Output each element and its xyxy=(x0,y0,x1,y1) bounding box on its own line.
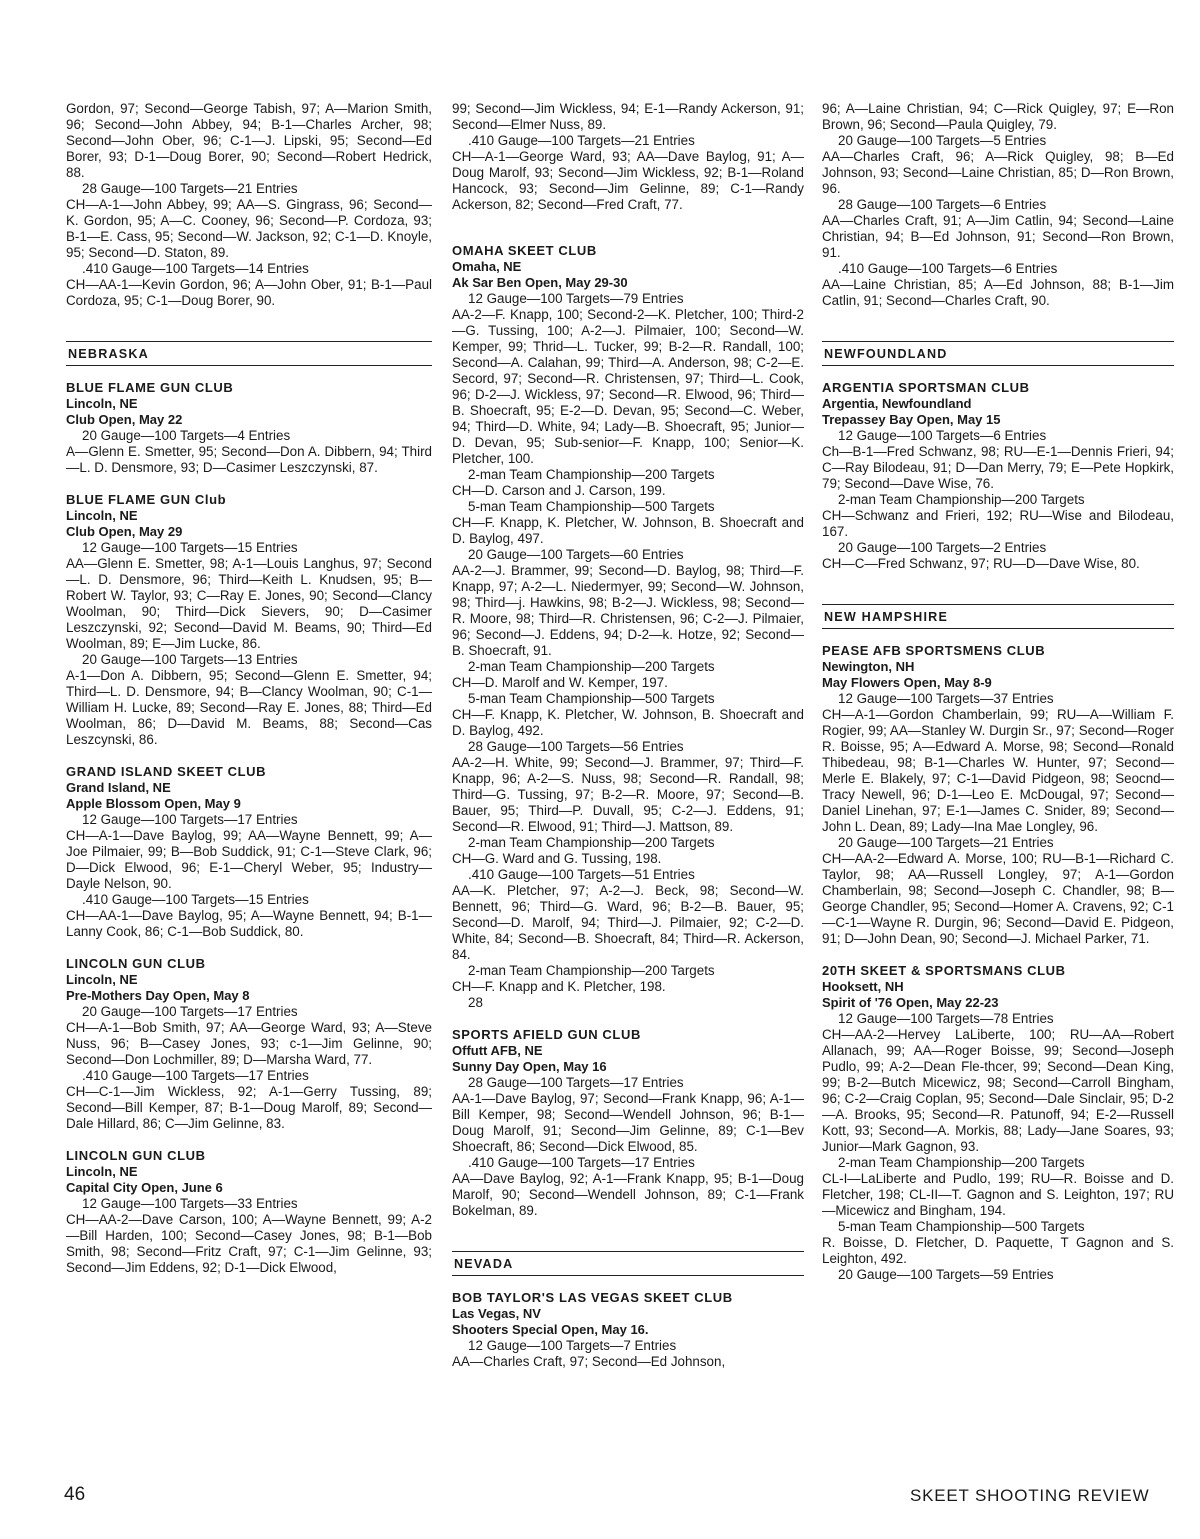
event-name: Ak Sar Ben Open, May 29-30 xyxy=(452,275,628,290)
club-name: SPORTS AFIELD GUN CLUB xyxy=(452,1027,641,1042)
results-paragraph: AA—Laine Christian, 85; A—Ed Johnson, 88; B-1—Jim Catlin, 91; Second—Charles Craft, 90. xyxy=(822,277,1174,308)
results-paragraph: CH—A-1—Dave Baylog, 99; AA—Wayne Bennett, 99; A—Joe Pilmaier, 99; B—Bob Suddick, 91; C-1—Steve Clark, 96; D—Dick Elwood, 96; E-1—Cheryl Weber, 95; Industry—Dayle Nelson, 90. xyxy=(66,828,432,891)
club-header xyxy=(822,963,1174,1011)
club-location: Lincoln, NE xyxy=(66,396,138,411)
event-subheading: 20 Gauge—100 Targets—60 Entries xyxy=(468,547,684,562)
event-subheading: 12 Gauge—100 Targets—79 Entries xyxy=(468,291,684,306)
club-header xyxy=(452,1027,804,1075)
event-name: Sunny Day Open, May 16 xyxy=(452,1059,607,1074)
club-location: Lincoln, NE xyxy=(66,508,138,523)
club-location: Lincoln, NE xyxy=(66,972,138,987)
results-paragraph: AA-2—F. Knapp, 100; Second-2—K. Pletcher, 100; Third-2—G. Tussing, 100; A-2—J. Pilmaier, 100; Second—W. Kemper, 99; Thrid—L. Tucker, 99; B-2—R. Randall, 100; Second—A. Calahan, 99; Third—A. Anderson, 98; C-2—E. Secord, 97; Second—R. Christensen, 97; Third—L. Cook, 96; D-2—J. Wickless, 97; Second—R. Elwood, 96; Third—B. Shoecraft, 95; E-2—D. Devan, 95; Second—C. Weber, 94; Third—D. White, 94; Lady—B. Shoecraft, 95; Junior—D. Devan, 95; Sub-senior—F. Knapp, 100; Senior—K. Pletcher, 100. xyxy=(452,307,804,466)
event-subheading: 2-man Team Championship—200 Targets xyxy=(468,659,715,674)
event-subheading: 20 Gauge—100 Targets—21 Entries xyxy=(838,835,1054,850)
results-paragraph: Gordon, 97; Second—George Tabish, 97; A—Marion Smith, 96; Second—John Abbey, 94; B-1—Charles Archer, 98; Second—John Ober, 96; C-1—J. Lipski, 95; Second—Ed Borer, 93; D-1—Doug Borer, 90; Second—Robert Hedrick, 88. xyxy=(66,101,432,180)
club-header xyxy=(66,764,432,812)
page-number: 46 xyxy=(64,1484,86,1505)
event-subheading: .410 Gauge—100 Targets—15 Entries xyxy=(82,892,309,907)
results-paragraph: CH—C—Fred Schwanz, 97; RU—D—Dave Wise, 80. xyxy=(822,556,1140,571)
results-paragraph: CH—Schwanz and Frieri, 192; RU—Wise and Bilodeau, 167. xyxy=(822,508,1174,539)
results-paragraph: CH—AA-2—Hervey LaLiberte, 100; RU—AA—Robert Allanach, 99; AA—Roger Boisse, 99; Second—Joseph Pudlo, 99; A-2—Dean Fle-thcer, 99; Second—Dean King, 99; B-2—Butch Micewicz, 98; Second—Carroll Bingham, 96; C-2—Craig Coplan, 95; Second—Dale Sinclair, 95; D-2—A. Brooks, 95; Second—R. Patunoff, 94; E-2—Russell Kott, 93; Second—A. Morkis, 88; Lady—Jane Soares, 93; Junior—Mark Gagnon, 93. xyxy=(822,1027,1174,1154)
club-location: Offutt AFB, NE xyxy=(452,1043,543,1058)
results-paragraph: AA-2—J. Brammer, 99; Second—D. Baylog, 98; Third—F. Knapp, 97; A-2—L. Niedermyer, 99; Second—W. Johnson, 98; Third—j. Hawkins, 98; B-2—J. Wickless, 98; Second—R. Moore, 98; Third—R. Christensen, 96; C-2—J. Pilmaier, 96; Second—J. Eddens, 94; D-2—k. Hotze, 92; Second—B. Shoecraft, 91. xyxy=(452,563,804,658)
event-name: May Flowers Open, May 8-9 xyxy=(822,675,992,690)
results-paragraph: A-1—Don A. Dibbern, 95; Second—Glenn E. Smetter, 94; Third—L. D. Densmore, 94; B—Clancy Woolman, 90; C-1—William H. Lucke, 89; Second—Ray E. Jones, 88; Third—Ed Woolman, 86; D—David M. Beams, 88; Second—Cas Leszcynski, 86. xyxy=(66,668,432,747)
results-paragraph: AA-1—Dave Baylog, 97; Second—Frank Knapp, 96; A-1—Bill Kemper, 98; Second—Wendell Johnson, 96; B-1—Doug Marolf, 91; Second—Jim Gelinne, 89; C-1—Bev Shoecraft, 86; Second—Dick Elwood, 85. xyxy=(452,1091,804,1154)
results-paragraph: AA—Charles Craft, 91; A—Jim Catlin, 94; Second—Laine Christian, 94; B—Ed Johnson, 91; Second—Ron Brown, 91. xyxy=(822,213,1174,260)
state-section-heading: NEVADA xyxy=(452,1251,804,1276)
results-paragraph: 99; Second—Jim Wickless, 94; E-1—Randy Ackerson, 91; Second—Elmer Nuss, 89. xyxy=(452,101,804,132)
results-paragraph: CH—D. Carson and J. Carson, 199. xyxy=(452,483,666,498)
club-header xyxy=(452,1290,804,1338)
event-name: Trepassey Bay Open, May 15 xyxy=(822,412,1001,427)
event-subheading: 20 Gauge—100 Targets—5 Entries xyxy=(838,133,1047,148)
event-subheading: 12 Gauge—100 Targets—33 Entries xyxy=(82,1196,298,1211)
event-name: Shooters Special Open, May 16. xyxy=(452,1322,649,1337)
event-subheading: .410 Gauge—100 Targets—21 Entries xyxy=(468,133,695,148)
results-paragraph: AA—Charles Craft, 96; A—Rick Quigley, 98; B—Ed Johnson, 93; Second—Laine Christian, 85; D—Ron Brown, 96. xyxy=(822,149,1174,196)
club-location: Lincoln, NE xyxy=(66,1164,138,1179)
club-header xyxy=(66,956,432,1004)
results-paragraph: AA—Dave Baylog, 92; A-1—Frank Knapp, 95; B-1—Doug Marolf, 90; Second—Wendell Johnson, 89; C-1—Frank Bokelman, 89. xyxy=(452,1171,804,1218)
club-location: Omaha, NE xyxy=(452,259,522,274)
club-name: BLUE FLAME GUN Club xyxy=(66,492,227,507)
club-location: Las Vegas, NV xyxy=(452,1306,541,1321)
club-name: LINCOLN GUN CLUB xyxy=(66,1148,206,1163)
event-subheading: 5-man Team Championship—500 Targets xyxy=(838,1219,1085,1234)
results-paragraph: CH—AA-1—Dave Baylog, 95; A—Wayne Bennett, 94; B-1—Lanny Cook, 86; C-1—Bob Suddick, 80. xyxy=(66,908,432,939)
column-2 xyxy=(452,101,804,1370)
event-subheading: 2-man Team Championship—200 Targets xyxy=(468,963,715,978)
event-subheading: 12 Gauge—100 Targets—78 Entries xyxy=(838,1011,1054,1026)
event-subheading: 20 Gauge—100 Targets—13 Entries xyxy=(82,652,298,667)
event-subheading: 20 Gauge—100 Targets—17 Entries xyxy=(82,1004,298,1019)
event-subheading: 2-man Team Championship—200 Targets xyxy=(838,492,1085,507)
results-paragraph: AA—Glenn E. Smetter, 98; A-1—Louis Langhus, 97; Second—L. D. Densmore, 96; Third—Keith L. Knudsen, 95; B—Robert W. Taylor, 93; C—Ray E. Jones, 90; Second—Clancy Woolman, 90; Third—Dick Sievers, 90; D—Casimer Leszczynski, 92; Second—David M. Beams, 90; Third—Ed Woolman, 89; E—Jim Lucke, 86. xyxy=(66,556,432,651)
results-paragraph: AA—K. Pletcher, 97; A-2—J. Beck, 98; Second—W. Bennett, 96; Third—G. Ward, 96; B-2—B. Bauer, 95; Second—D. Marolf, 94; Third—J. Pilmaier, 92; C-2—D. White, 84; Second—B. Shoecraft, 84; Third—R. Ackerson, 84. xyxy=(452,883,804,962)
results-paragraph: R. Boisse, D. Fletcher, D. Paquette, T Gagnon and S. Leighton, 492. xyxy=(822,1235,1174,1266)
results-paragraph: AA-2—H. White, 99; Second—J. Brammer, 97; Third—F. Knapp, 96; A-2—S. Nuss, 98; Second—R. Randall, 98; Third—G. Tussing, 97; B-2—R. Moore, 97; Second—B. Bauer, 95; Third—P. Duvall, 95; C-2—J. Eddens, 91; Second—R. Elwood, 91; Third—J. Mattson, 89. xyxy=(452,755,804,834)
club-header xyxy=(66,1148,432,1196)
event-subheading: 20 Gauge—100 Targets—2 Entries xyxy=(838,540,1047,555)
club-name: PEASE AFB SPORTSMENS CLUB xyxy=(822,643,1046,658)
club-location: Newington, NH xyxy=(822,659,915,674)
event-subheading: 2-man Team Championship—200 Targets xyxy=(468,835,715,850)
results-paragraph: CH—F. Knapp and K. Pletcher, 198. xyxy=(452,979,666,994)
event-subheading: 12 Gauge—100 Targets—37 Entries xyxy=(838,691,1054,706)
results-paragraph: A—Glenn E. Smetter, 95; Second—Don A. Dibbern, 94; Third—L. D. Densmore, 93; D—Casimer Leszczynski, 87. xyxy=(66,444,432,475)
club-location: Grand Island, NE xyxy=(66,780,171,795)
club-name: GRAND ISLAND SKEET CLUB xyxy=(66,764,267,779)
event-name: Club Open, May 22 xyxy=(66,412,183,427)
club-name: ARGENTIA SPORTSMAN CLUB xyxy=(822,380,1030,395)
results-paragraph: CH—AA-2—Edward A. Morse, 100; RU—B-1—Richard C. Taylor, 98; AA—Russell Longley, 97; A-1—Gordon Chamberlain, 98; Second—Joseph C. Chandler, 98; B—George Chandler, 95; Second—Homer A. Cravens, 92; C-1—C-1—Wayne R. Durgin, 96; Second—David E. Pidgeon, 91; D—John Dean, 90; Second—J. Michael Parker, 71. xyxy=(822,851,1174,946)
results-paragraph: CH—F. Knapp, K. Pletcher, W. Johnson, B. Shoecraft and D. Baylog, 492. xyxy=(452,707,804,738)
state-section-heading: NEW HAMPSHIRE xyxy=(822,604,1174,629)
results-paragraph: CH—AA-1—Kevin Gordon, 96; A—John Ober, 91; B-1—Paul Cordoza, 95; C-1—Doug Borer, 90. xyxy=(66,277,432,308)
event-subheading: 28 xyxy=(468,995,483,1010)
event-subheading: 12 Gauge—100 Targets—15 Entries xyxy=(82,540,298,555)
club-header xyxy=(66,380,432,428)
event-subheading: 12 Gauge—100 Targets—7 Entries xyxy=(468,1338,677,1353)
results-paragraph: 96; A—Laine Christian, 94; C—Rick Quigley, 97; E—Ron Brown, 96; Second—Paula Quigley, 79. xyxy=(822,101,1174,132)
event-subheading: 2-man Team Championship—200 Targets xyxy=(838,1155,1085,1170)
event-subheading: 28 Gauge—100 Targets—21 Entries xyxy=(82,181,298,196)
event-subheading: 20 Gauge—100 Targets—4 Entries xyxy=(82,428,291,443)
event-subheading: .410 Gauge—100 Targets—17 Entries xyxy=(468,1155,695,1170)
club-name: 20TH SKEET & SPORTSMANS CLUB xyxy=(822,963,1066,978)
results-paragraph: CL-I—LaLiberte and Pudlo, 199; RU—R. Boisse and D. Fletcher, 198; CL-II—T. Gagnon and S. Leighton, 197; RU—Micewicz and Bingham, 194. xyxy=(822,1171,1174,1218)
event-subheading: 20 Gauge—100 Targets—59 Entries xyxy=(838,1267,1054,1282)
results-paragraph: CH—A-1—John Abbey, 99; AA—S. Gingrass, 96; Second—K. Gordon, 95; A—C. Cooney, 96; Second—P. Cordoza, 93; B-1—E. Cass, 95; Second—W. Jackson, 92; C-1—D. Knoyle, 95; Second—D. Staton, 89. xyxy=(66,197,432,260)
results-paragraph: CH—C-1—Jim Wickless, 92; A-1—Gerry Tussing, 89; Second—Bill Kemper, 87; B-1—Doug Marolf, 89; Second—Dale Hillard, 86; C—Jim Gelinne, 83. xyxy=(66,1084,432,1131)
event-subheading: 12 Gauge—100 Targets—17 Entries xyxy=(82,812,298,827)
state-section-heading: NEBRASKA xyxy=(66,341,432,366)
results-paragraph: CH—A-1—Bob Smith, 97; AA—George Ward, 93; A—Steve Nuss, 96; B—Casey Jones, 93; c-1—Jim Gelinne, 90; Second—Don Lochmiller, 89; D—Marsha Ward, 77. xyxy=(66,1020,432,1067)
event-subheading: 5-man Team Championship—500 Targets xyxy=(468,691,715,706)
column-1 xyxy=(66,101,432,1276)
club-location: Hooksett, NH xyxy=(822,979,904,994)
club-name: OMAHA SKEET CLUB xyxy=(452,243,597,258)
results-paragraph: CH—A-1—George Ward, 93; AA—Dave Baylog, 91; A—Doug Marolf, 93; Second—Jim Wickless, 92; B-1—Roland Hancock, 93; Second—Jim Gelinne, 89; C-1—Randy Ackerson, 82; Second—Fred Craft, 77. xyxy=(452,149,804,212)
event-subheading: 28 Gauge—100 Targets—56 Entries xyxy=(468,739,684,754)
event-subheading: .410 Gauge—100 Targets—14 Entries xyxy=(82,261,309,276)
club-header xyxy=(66,492,432,540)
club-location: Argentia, Newfoundland xyxy=(822,396,972,411)
event-name: Club Open, May 29 xyxy=(66,524,183,539)
club-header xyxy=(822,643,1174,691)
results-paragraph: AA—Charles Craft, 97; Second—Ed Johnson, xyxy=(452,1354,726,1369)
event-name: Pre-Mothers Day Open, May 8 xyxy=(66,988,250,1003)
event-subheading: 2-man Team Championship—200 Targets xyxy=(468,467,715,482)
results-paragraph: CH—AA-2—Dave Carson, 100; A—Wayne Bennett, 99; A-2—Bill Harden, 100; Second—Casey Jones, 98; B-1—Bob Smith, 98; Second—Fritz Craft, 97; C-1—Jim Gelinne, 93; Second—Jim Eddens, 92; D-1—Dick Elwood, xyxy=(66,1212,432,1275)
event-subheading: .410 Gauge—100 Targets—51 Entries xyxy=(468,867,695,882)
results-paragraph: CH—F. Knapp, K. Pletcher, W. Johnson, B. Shoecraft and D. Baylog, 497. xyxy=(452,515,804,546)
event-name: Spirit of '76 Open, May 22-23 xyxy=(822,995,999,1010)
event-subheading: .410 Gauge—100 Targets—17 Entries xyxy=(82,1068,309,1083)
results-paragraph: Ch—B-1—Fred Schwanz, 98; RU—E-1—Dennis Frieri, 94; C—Ray Bilodeau, 91; D—Dan Merry, 79; E—Pete Hopkirk, 79; Second—Dave Wise, 76. xyxy=(822,444,1174,491)
event-subheading: 5-man Team Championship—500 Targets xyxy=(468,499,715,514)
magazine-title: SKEET SHOOTING REVIEW xyxy=(910,1486,1150,1505)
club-name: LINCOLN GUN CLUB xyxy=(66,956,206,971)
event-name: Capital City Open, June 6 xyxy=(66,1180,223,1195)
results-paragraph: CH—G. Ward and G. Tussing, 198. xyxy=(452,851,662,866)
club-name: BLUE FLAME GUN CLUB xyxy=(66,380,234,395)
club-header xyxy=(822,380,1174,428)
club-name: BOB TAYLOR'S LAS VEGAS SKEET CLUB xyxy=(452,1290,733,1305)
column-3 xyxy=(822,101,1174,1283)
results-paragraph: CH—A-1—Gordon Chamberlain, 99; RU—A—William F. Rogier, 99; AA—Stanley W. Durgin Sr., 97; Second—Roger R. Boisse, 95; A—Edward A. Morse, 98; Second—Ronald Thibedeau, 98; B-1—Charles W. Hunter, 97; Second—Merle E. Blakely, 97; C-1—David Pidgeon, 98; Seocnd—Tracy Newell, 96; D-1—Leo E. McDougal, 97; Second—Daniel Linehan, 97; E-1—James C. Snider, 89; Second—John L. Dean, 89; Lady—Ina Mae Longley, 96. xyxy=(822,707,1174,834)
results-paragraph: CH—D. Marolf and W. Kemper, 197. xyxy=(452,675,668,690)
event-name: Apple Blossom Open, May 9 xyxy=(66,796,241,811)
club-header xyxy=(452,243,804,291)
event-subheading: 28 Gauge—100 Targets—6 Entries xyxy=(838,197,1047,212)
state-section-heading: NEWFOUNDLAND xyxy=(822,341,1174,366)
event-subheading: 28 Gauge—100 Targets—17 Entries xyxy=(468,1075,684,1090)
event-subheading: 12 Gauge—100 Targets—6 Entries xyxy=(838,428,1047,443)
event-subheading: .410 Gauge—100 Targets—6 Entries xyxy=(838,261,1058,276)
